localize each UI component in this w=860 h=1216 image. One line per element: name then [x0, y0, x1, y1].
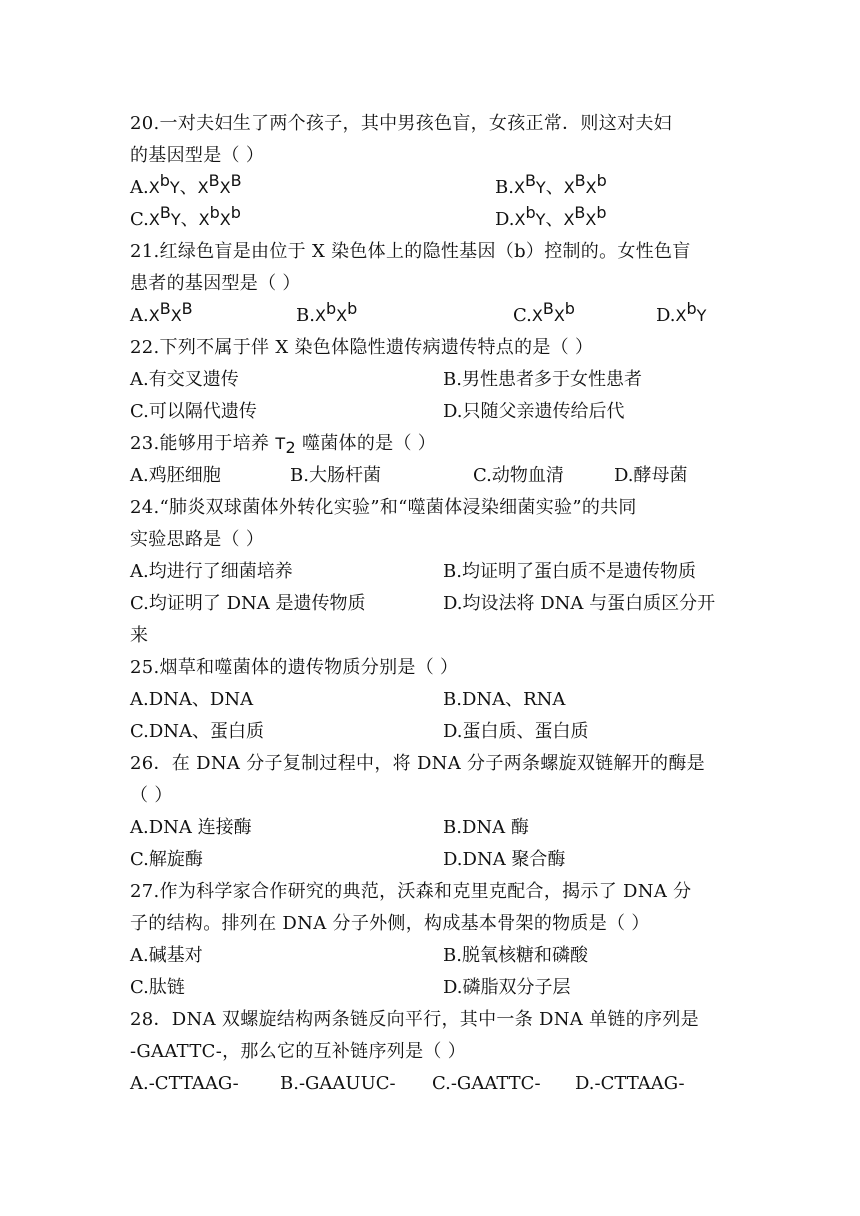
question-26-option-a[interactable]: A.DNA 连接酶 [130, 817, 252, 838]
question-25-option-a[interactable]: A.DNA、DNA [130, 689, 254, 710]
question-28-option-b[interactable]: B.-GAAUUC- [280, 1073, 396, 1094]
question-20-option-b[interactable]: $B.X^BY$、$X^BX^b$ [495, 171, 607, 198]
question-21-option-b[interactable]: $B.X^bX^b$ [296, 299, 358, 326]
question-23-option-a[interactable]: A.鸡胚细胞 [130, 465, 221, 486]
question-24-option-c[interactable]: C.均证明了 DNA 是遗传物质 [130, 593, 366, 614]
question-27-stem-line-2: 子的结构。排列在 DNA 分子外侧，构成基本骨架的物质是（ ） [130, 913, 650, 934]
question-22-option-a[interactable]: A.有交叉遗传 [130, 369, 239, 390]
question-25-options-row-1 [130, 684, 740, 716]
question-25-stem: 25.烟草和噬菌体的遗传物质分别是（ ） [130, 657, 459, 678]
question-27-stem-line-1: 27.作为科学家合作研究的典范，沃森和克里克配合，揭示了 DNA 分 [130, 881, 692, 902]
question-22-options-row-1 [130, 364, 740, 396]
question-28-option-d[interactable]: D.-CTTAAG- [575, 1073, 685, 1094]
question-23-option-d[interactable]: D.酵母菌 [614, 465, 688, 486]
question-20-options-row-1 [130, 172, 740, 204]
question-27-option-b[interactable]: B.脱氧核糖和磷酸 [443, 945, 588, 966]
question-21-options-row [130, 300, 740, 332]
question-24-options-row-2 [130, 588, 740, 620]
question-21-option-c[interactable]: $C.X^BX^b$ [513, 299, 575, 326]
question-21-option-d[interactable]: $D.X^bY$ [656, 299, 707, 326]
question-27-option-d[interactable]: D.磷脂双分子层 [443, 977, 571, 998]
question-23-stem: 23.能够用于培养 $T_2$ 噬菌体的是（ ） [130, 433, 437, 457]
question-21-option-a[interactable]: $A.X^BX^B$ [130, 299, 193, 326]
question-23-option-b[interactable]: B.大肠杆菌 [290, 465, 381, 486]
question-22-option-b[interactable]: B.男性患者多于女性患者 [443, 369, 642, 390]
question-24-stem-line-2: 实验思路是（ ） [130, 529, 265, 550]
question-26-option-b[interactable]: B.DNA 酶 [443, 817, 529, 838]
question-28-stem-line-2: -GAATTC-，那么它的互补链序列是（ ） [130, 1041, 466, 1062]
question-22-options-row-2 [130, 396, 740, 428]
question-28-option-c[interactable]: C.-GAATTC- [432, 1073, 541, 1094]
question-24-options-row-1 [130, 556, 740, 588]
question-27-options-row-2 [130, 972, 740, 1004]
question-24-option-a[interactable]: A.均进行了细菌培养 [130, 561, 293, 582]
question-20-option-d[interactable]: $D.X^bY$、$X^BX^b$ [495, 203, 607, 230]
question-25-options-row-2 [130, 716, 740, 748]
question-21-stem-line-2: 患者的基因型是（ ） [130, 273, 301, 294]
question-26-options-row-1 [130, 812, 740, 844]
question-21-stem-line-1: 21.红绿色盲是由位于 X 染色体上的隐性基因（b）控制的。女性色盲 [130, 241, 691, 262]
question-25-option-d[interactable]: D.蛋白质、蛋白质 [443, 721, 589, 742]
question-26-stem-line-1: 26．在 DNA 分子复制过程中，将 DNA 分子两条螺旋双链解开的酶是 [130, 753, 705, 774]
question-27-options-row-1 [130, 940, 740, 972]
question-26-options-row-2 [130, 844, 740, 876]
question-25-option-b[interactable]: B.DNA、RNA [443, 689, 566, 710]
question-20-stem-line-1: 20.一对夫妇生了两个孩子，其中男孩色盲，女孩正常．则这对夫妇 [130, 113, 672, 134]
question-20-options-row-2 [130, 204, 740, 236]
question-20-stem-line-2: 的基因型是（ ） [130, 145, 265, 166]
question-23-options-row [130, 460, 740, 492]
question-28-options-row [130, 1068, 740, 1100]
question-20-option-c[interactable]: $C.X^BY$、$X^bX^b$ [130, 203, 241, 230]
question-27-option-a[interactable]: A.碱基对 [130, 945, 203, 966]
question-24-option-b[interactable]: B.均证明了蛋白质不是遗传物质 [443, 561, 696, 582]
question-22-option-c[interactable]: C.可以隔代遗传 [130, 401, 257, 422]
question-24-option-d[interactable]: D.均设法将 DNA 与蛋白质区分开 [443, 593, 716, 614]
question-27-option-c[interactable]: C.肽链 [130, 977, 185, 998]
question-28-option-a[interactable]: A.-CTTAAG- [130, 1073, 239, 1094]
question-24-option-d-continuation: 来 [130, 625, 148, 646]
question-23-option-c[interactable]: C.动物血清 [473, 465, 564, 486]
question-25-option-c[interactable]: C.DNA、蛋白质 [130, 721, 265, 742]
question-22-stem: 22.下列不属于伴 X 染色体隐性遗传病遗传特点的是（ ） [130, 337, 594, 358]
question-28-stem-line-1: 28．DNA 双螺旋结构两条链反向平行，其中一条 DNA 单链的序列是 [130, 1009, 699, 1030]
question-26-stem-line-2: （ ） [130, 785, 173, 806]
question-22-option-d[interactable]: D.只随父亲遗传给后代 [443, 401, 625, 422]
question-26-option-c[interactable]: C.解旋酶 [130, 849, 203, 870]
question-24-stem-line-1: 24.“肺炎双球菌体外转化实验”和“噬菌体浸染细菌实验”的共同 [130, 497, 637, 518]
question-20-option-a[interactable]: $A.X^bY$、$X^BX^B$ [130, 171, 242, 198]
question-26-option-d[interactable]: D.DNA 聚合酶 [443, 849, 566, 870]
